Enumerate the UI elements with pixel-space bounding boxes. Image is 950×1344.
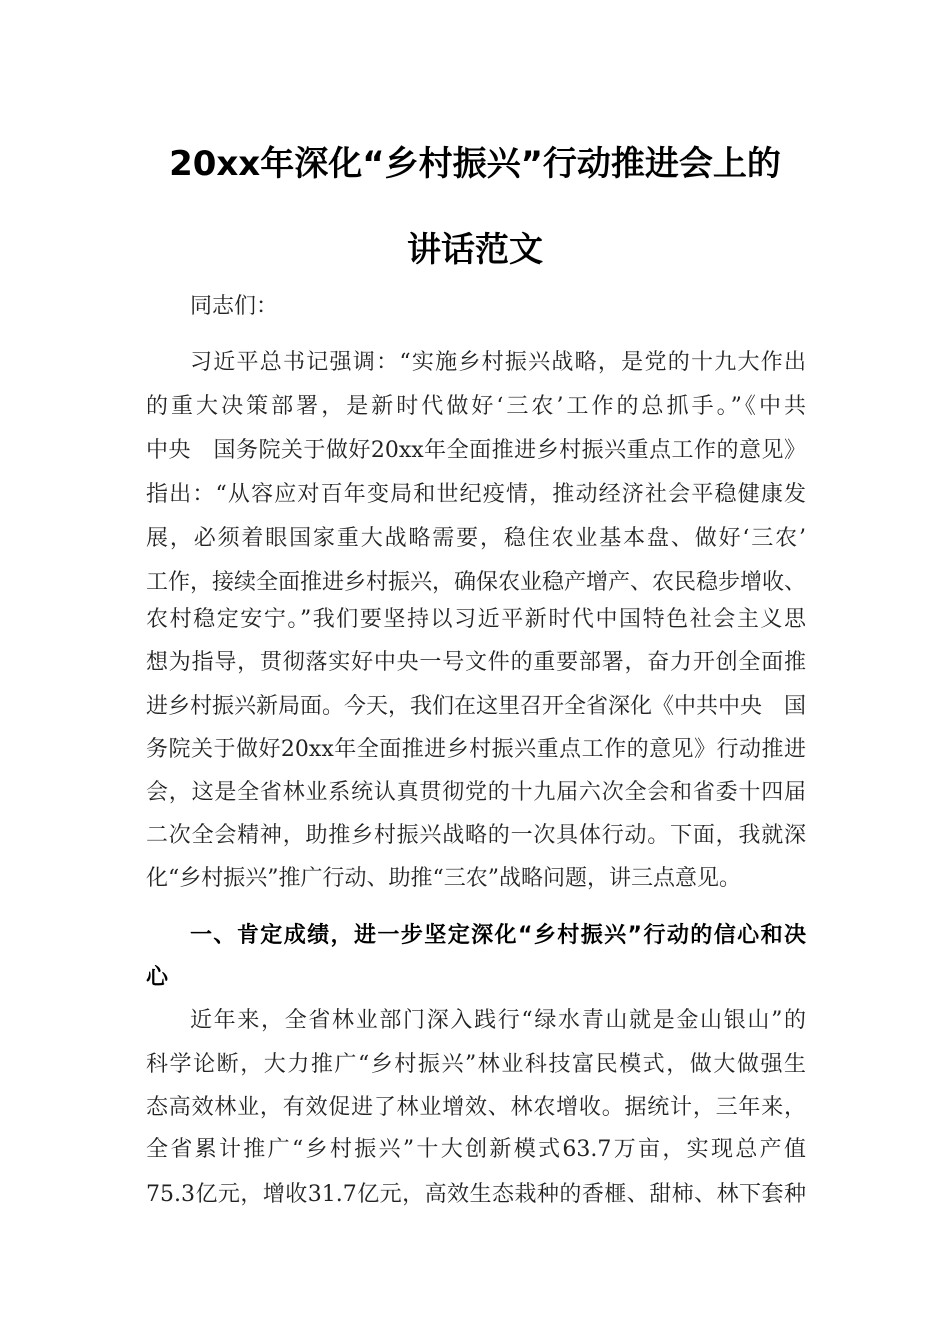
paragraph-line: 化“乡村振兴”推广行动、助推“三农”战略问题，讲三点意见。 bbox=[146, 866, 741, 891]
document-title-line-1: 20xx年深化“乡村振兴”行动推进会上的 bbox=[169, 144, 781, 184]
paragraph-line: 指出：“从容应对百年变局和世纪疫情，推动经济社会平稳健康发 bbox=[146, 482, 806, 507]
section-heading: 一、肯定成绩，进一步坚定深化“乡村振兴”行动的信心和决 bbox=[190, 923, 806, 948]
paragraph-line: 近年来，全省林业部门深入践行“绿水青山就是金山银山”的 bbox=[190, 1008, 806, 1033]
paragraph-line: 进乡村振兴新局面。今天，我们在这里召开全省深化《中共中央 国 bbox=[146, 694, 807, 719]
paragraph-line: 全省累计推广“乡村振兴”十大创新模式63.7万亩，实现总产值 bbox=[146, 1137, 806, 1162]
paragraph-line: 科学论断，大力推广“乡村振兴”林业科技富民模式，做大做强生 bbox=[146, 1052, 806, 1077]
paragraph-line: 会，这是全省林业系统认真贯彻党的十九届六次全会和省委十四届 bbox=[146, 780, 806, 805]
section-heading: 心 bbox=[146, 965, 169, 990]
paragraph-line: 态高效林业，有效促进了林业增效、林农增收。据统计，三年来， bbox=[146, 1095, 806, 1120]
paragraph-line: 二次全会精神，助推乡村振兴战略的一次具体行动。下面，我就深 bbox=[146, 823, 806, 848]
paragraph-line: 务院关于做好20xx年全面推进乡村振兴重点工作的意见》行动推进 bbox=[146, 737, 806, 762]
paragraph-line: 工作，接续全面推进乡村振兴，确保农业稳产增产、农民稳步增收、 bbox=[146, 570, 807, 595]
paragraph-line: 中央 国务院关于做好20xx年全面推进乡村振兴重点工作的意见》 bbox=[146, 438, 806, 463]
paragraph-line: 75.3亿元，增收31.7亿元，高效生态栽种的香榧、甜柿、林下套种 bbox=[146, 1182, 806, 1207]
document-title-line-2: 讲话范文 bbox=[407, 230, 543, 270]
paragraph-line: 的重大决策部署，是新时代做好‘三农’工作的总抓手。”《中共 bbox=[146, 394, 806, 419]
paragraph-line: 农村稳定安宁。”我们要坚持以习近平新时代中国特色社会主义思 bbox=[146, 607, 806, 632]
paragraph-line: 展，必须着眼国家重大战略需要，稳住农业基本盘、做好‘三农’ bbox=[146, 526, 806, 551]
paragraph-line: 习近平总书记强调：“实施乡村振兴战略，是党的十九大作出 bbox=[190, 350, 806, 375]
paragraph-line: 想为指导，贯彻落实好中央一号文件的重要部署，奋力开创全面推 bbox=[146, 650, 806, 675]
salutation: 同志们： bbox=[190, 294, 279, 319]
